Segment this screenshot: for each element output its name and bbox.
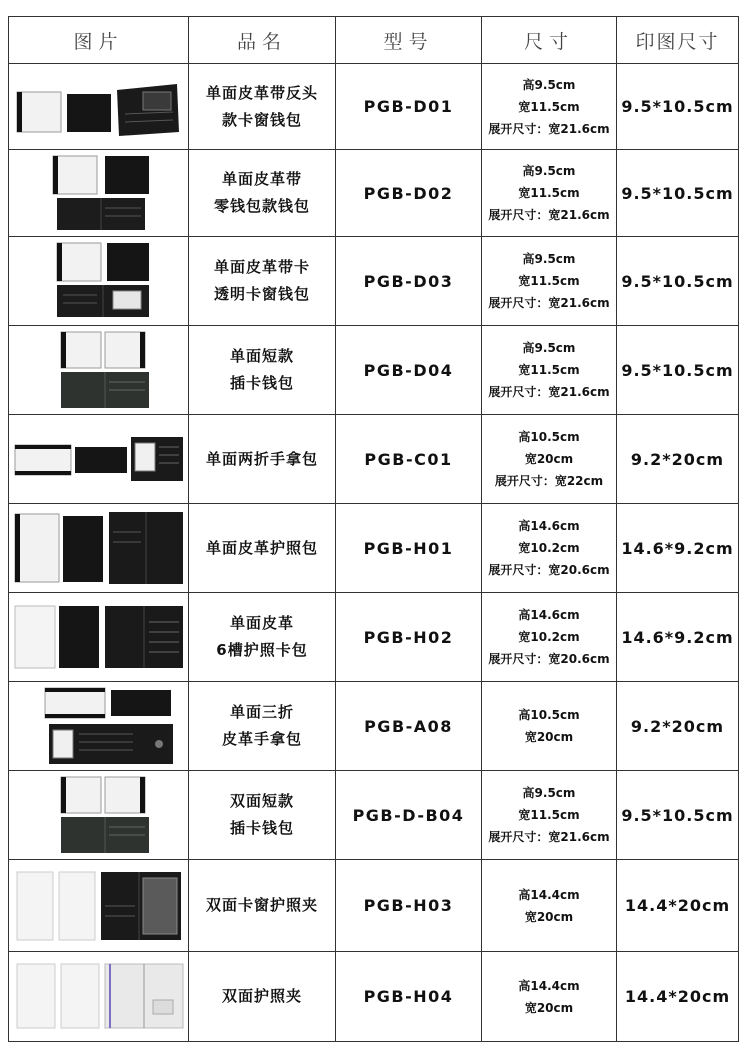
product-name [189, 237, 336, 326]
name-line: 零钱包款钱包 [213, 197, 310, 215]
print-size-cell [617, 504, 739, 593]
size-cell [482, 682, 617, 771]
header-print-size: 印图尺寸 [617, 17, 739, 64]
header-model: 型号 [336, 17, 482, 64]
product-name [189, 504, 336, 593]
size-line: 宽11.5cm [518, 99, 580, 114]
name-line: 6槽护照卡包 [216, 641, 308, 659]
size-line: 高9.5cm [522, 164, 576, 178]
name-line: 透明卡窗钱包 [213, 285, 310, 303]
product-name [189, 682, 336, 771]
wallet-photo [13, 154, 185, 232]
name-line: 插卡钱包 [229, 374, 294, 392]
model-number: PGB-D02 [363, 183, 454, 203]
table-row [9, 326, 739, 415]
model-cell [336, 504, 482, 593]
size-line: 高9.5cm [522, 77, 576, 92]
name-line: 款卡窗钱包 [221, 110, 302, 129]
product-image [9, 150, 189, 237]
print-size: 9.5*10.5cm [621, 183, 734, 203]
table-row [9, 237, 739, 326]
print-size-cell [617, 771, 739, 860]
product-image [9, 771, 189, 860]
trifold-clutch-photo [13, 686, 185, 766]
model-number: PGB-A08 [364, 716, 453, 736]
size-line: 宽20cm [524, 909, 574, 924]
clutch-photo [13, 429, 185, 489]
model-number: PGB-H01 [363, 538, 454, 558]
header-row [9, 17, 739, 64]
product-name [189, 326, 336, 415]
model-number: PGB-D03 [363, 271, 454, 291]
size-line: 宽11.5cm [518, 363, 580, 377]
size-cell [482, 237, 617, 326]
model-cell [336, 415, 482, 504]
table-row [9, 682, 739, 771]
print-size: 9.5*10.5cm [621, 360, 734, 380]
passport-holder-photo [13, 510, 185, 586]
header-image: 图片 [9, 17, 189, 64]
print-size: 14.6*9.2cm [621, 627, 734, 647]
passport-holder-photo [13, 866, 185, 946]
name-line: 单面皮革带反头 [205, 83, 318, 102]
product-name [189, 860, 336, 952]
model-cell [336, 64, 482, 150]
product-name [189, 952, 336, 1042]
spec-sheet [8, 16, 739, 1042]
name-line: 插卡钱包 [229, 819, 294, 837]
product-image [9, 593, 189, 682]
table-row [9, 504, 739, 593]
model-cell [336, 326, 482, 415]
product-image [9, 237, 189, 326]
size-line: 高10.5cm [518, 430, 580, 444]
product-image [9, 860, 189, 952]
size-line: 展开尺寸：宽20.6cm [488, 652, 610, 666]
print-size: 14.4*20cm [624, 896, 731, 915]
size-line: 展开尺寸：宽21.6cm [488, 208, 610, 222]
size-line: 高14.6cm [518, 519, 580, 533]
print-size-cell [617, 150, 739, 237]
print-size: 9.5*10.5cm [621, 97, 734, 116]
name-line: 单面两折手拿包 [205, 449, 318, 468]
name-line: 双面护照夹 [221, 987, 302, 1005]
size-line: 高9.5cm [522, 786, 576, 800]
size-cell [482, 326, 617, 415]
model-cell [336, 952, 482, 1042]
table-row [9, 150, 739, 237]
size-line: 宽10.2cm [518, 541, 580, 555]
model-number: PGB-H03 [363, 896, 454, 915]
header-name: 品名 [189, 17, 336, 64]
size-line: 高10.5cm [518, 708, 580, 722]
size-line: 宽20cm [524, 730, 574, 744]
name-line: 单面皮革带 [221, 170, 302, 188]
model-cell [336, 860, 482, 952]
print-size-cell [617, 952, 739, 1042]
product-spec-table [8, 16, 739, 1042]
size-line: 宽11.5cm [518, 808, 580, 822]
model-number: PGB-H02 [363, 627, 454, 647]
product-name [189, 150, 336, 237]
print-size: 9.5*10.5cm [621, 805, 734, 825]
size-line: 宽20cm [524, 1000, 574, 1015]
size-line: 展开尺寸：宽21.6cm [488, 296, 610, 310]
print-size-cell [617, 415, 739, 504]
product-name [189, 771, 336, 860]
size-cell [482, 860, 617, 952]
name-line: 单面三折 [229, 703, 294, 721]
print-size: 14.6*9.2cm [621, 538, 734, 558]
size-line: 高14.4cm [518, 978, 580, 993]
product-image [9, 326, 189, 415]
print-size: 14.4*20cm [624, 987, 731, 1006]
product-image [9, 64, 189, 150]
table-row [9, 952, 739, 1042]
model-number: PGB-H04 [363, 987, 454, 1006]
name-line: 单面皮革带卡 [213, 258, 310, 276]
size-line: 高9.5cm [522, 341, 576, 355]
size-cell [482, 64, 617, 150]
print-size-cell [617, 593, 739, 682]
passport-card-holder-photo [13, 602, 185, 672]
wallet-photo [13, 330, 185, 410]
size-line: 高14.4cm [518, 887, 580, 902]
name-line: 皮革手拿包 [221, 730, 302, 748]
model-cell [336, 771, 482, 860]
size-cell [482, 771, 617, 860]
size-cell [482, 504, 617, 593]
size-line: 展开尺寸：宽22cm [494, 474, 604, 488]
wallet-photo [13, 72, 185, 142]
size-line: 展开尺寸：宽21.6cm [488, 830, 610, 844]
size-line: 展开尺寸：宽21.6cm [488, 121, 610, 136]
size-cell [482, 952, 617, 1042]
name-line: 单面皮革 [229, 614, 294, 632]
model-cell [336, 150, 482, 237]
size-line: 高9.5cm [522, 252, 576, 266]
wallet-photo [13, 241, 185, 321]
print-size-cell [617, 64, 739, 150]
name-line: 单面皮革护照包 [205, 538, 318, 557]
print-size-cell [617, 326, 739, 415]
passport-holder-photo [13, 960, 185, 1034]
name-line: 双面短款 [229, 792, 294, 810]
name-line: 单面短款 [229, 347, 294, 365]
print-size: 9.2*20cm [630, 449, 725, 469]
size-line: 高14.6cm [518, 608, 580, 622]
table-row [9, 593, 739, 682]
product-name [189, 64, 336, 150]
size-cell [482, 593, 617, 682]
size-line: 宽11.5cm [518, 186, 580, 200]
model-cell [336, 237, 482, 326]
model-cell [336, 593, 482, 682]
wallet-photo [13, 775, 185, 855]
size-line: 宽11.5cm [518, 274, 580, 288]
product-name [189, 415, 336, 504]
product-image [9, 952, 189, 1042]
print-size-cell [617, 237, 739, 326]
product-image [9, 504, 189, 593]
table-row [9, 64, 739, 150]
size-cell [482, 150, 617, 237]
table-row [9, 415, 739, 504]
size-line: 宽10.2cm [518, 630, 580, 644]
table-row [9, 771, 739, 860]
product-image [9, 415, 189, 504]
product-image [9, 682, 189, 771]
model-cell [336, 682, 482, 771]
table-row [9, 860, 739, 952]
model-number: PGB-D04 [363, 360, 454, 380]
model-number: PGB-D01 [363, 97, 454, 116]
product-name [189, 593, 336, 682]
size-line: 展开尺寸：宽21.6cm [488, 385, 610, 399]
print-size-cell [617, 860, 739, 952]
print-size: 9.2*20cm [630, 716, 725, 736]
name-line: 双面卡窗护照夹 [205, 896, 318, 914]
model-number: PGB-C01 [364, 449, 453, 469]
size-line: 宽20cm [524, 452, 574, 466]
print-size-cell [617, 682, 739, 771]
model-number: PGB-D-B04 [352, 805, 465, 825]
header-size: 尺寸 [482, 17, 617, 64]
size-cell [482, 415, 617, 504]
print-size: 9.5*10.5cm [621, 271, 734, 291]
size-line: 展开尺寸：宽20.6cm [488, 563, 610, 577]
